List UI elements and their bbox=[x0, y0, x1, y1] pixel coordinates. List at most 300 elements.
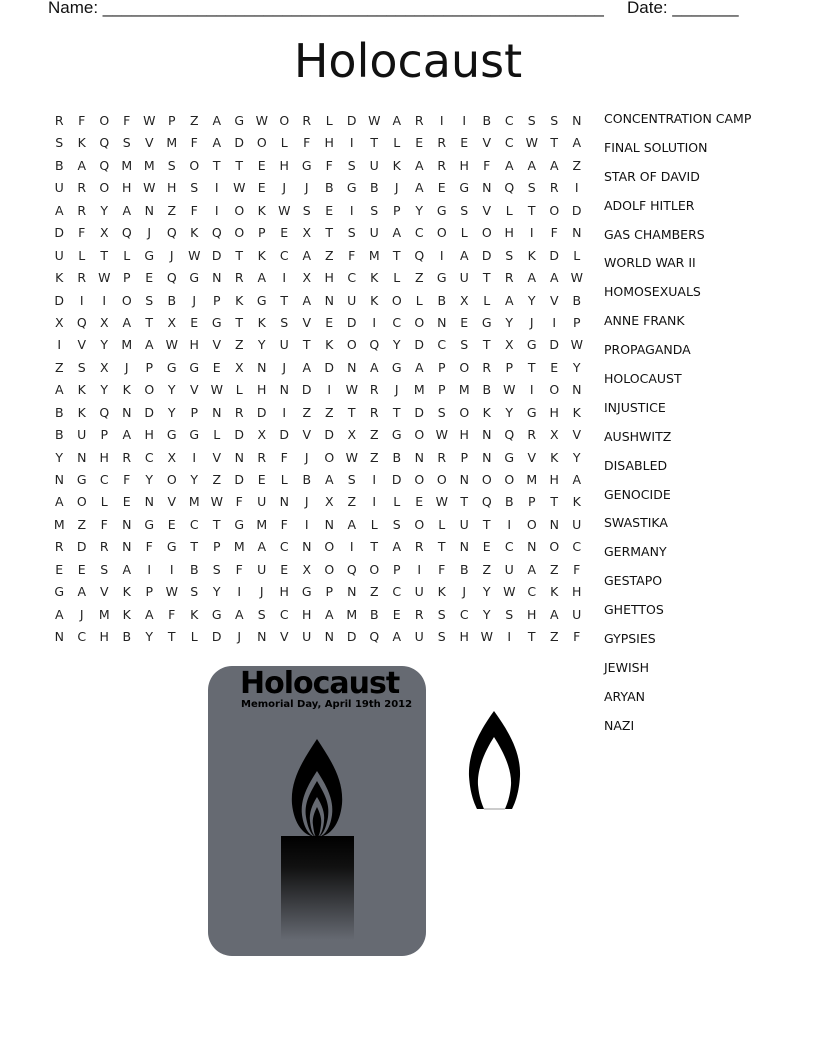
grid-letter: I bbox=[237, 584, 242, 600]
grid-letter: A bbox=[77, 157, 87, 173]
grid-letter: K bbox=[190, 606, 199, 622]
grid-letter: V bbox=[279, 629, 289, 645]
grid-letter: Y bbox=[190, 472, 199, 487]
grid-letter: Y bbox=[145, 629, 154, 645]
grid-letter: G bbox=[346, 180, 357, 196]
grid-letter: V bbox=[572, 427, 582, 443]
grid-letter: A bbox=[369, 359, 379, 375]
grid-row bbox=[48, 134, 588, 156]
grid-letter: E bbox=[550, 359, 559, 375]
grid-letter: F bbox=[483, 157, 491, 173]
grid-letter: W bbox=[480, 629, 493, 645]
grid-letter: M bbox=[368, 247, 380, 263]
grid-letter: R bbox=[437, 449, 447, 465]
grid-letter: T bbox=[482, 270, 491, 286]
grid-letter: Q bbox=[414, 247, 425, 263]
grid-letter: B bbox=[482, 113, 492, 128]
grid-letter: W bbox=[525, 135, 538, 151]
grid-letter: I bbox=[349, 202, 354, 218]
grid-letter: D bbox=[324, 359, 335, 375]
grid-letter: F bbox=[168, 606, 176, 622]
grid-letter: A bbox=[504, 157, 514, 173]
grid-letter: M bbox=[346, 606, 358, 622]
grid-letter: C bbox=[77, 629, 87, 645]
grid-letter: G bbox=[526, 337, 537, 353]
grid-letter: K bbox=[437, 584, 446, 600]
word-list-item: DISABLED bbox=[604, 457, 668, 473]
grid-letter: I bbox=[192, 449, 197, 465]
grid-letter: F bbox=[550, 225, 558, 241]
grid-letter: Z bbox=[369, 449, 379, 465]
grid-letter: N bbox=[437, 314, 447, 330]
grid-row bbox=[48, 561, 588, 583]
word-list-item: INJUSTICE bbox=[604, 399, 666, 415]
grid-letter: X bbox=[347, 427, 357, 443]
date-field-label: Date: _______ bbox=[627, 0, 739, 17]
grid-row bbox=[48, 292, 588, 314]
grid-letter: W bbox=[210, 382, 223, 398]
grid-letter: J bbox=[192, 292, 197, 308]
grid-letter: V bbox=[77, 337, 87, 353]
grid-letter: W bbox=[368, 113, 381, 128]
grid-letter: N bbox=[279, 382, 289, 398]
grid-letter: A bbox=[122, 202, 132, 218]
grid-letter: N bbox=[482, 180, 492, 196]
grid-letter: N bbox=[212, 270, 222, 286]
grid-letter: M bbox=[53, 516, 65, 532]
grid-letter: J bbox=[462, 584, 467, 600]
word-list-item: FINAL SOLUTION bbox=[604, 139, 708, 155]
grid-letter: H bbox=[279, 584, 289, 600]
grid-letter: D bbox=[234, 135, 245, 151]
grid-letter: K bbox=[77, 135, 86, 151]
grid-letter: Y bbox=[100, 337, 109, 353]
grid-letter: C bbox=[99, 472, 109, 487]
grid-letter: H bbox=[504, 225, 514, 241]
grid-letter: O bbox=[549, 382, 560, 398]
grid-letter: K bbox=[370, 292, 379, 308]
grid-letter: Q bbox=[211, 225, 222, 241]
grid-letter: I bbox=[372, 494, 377, 510]
grid-letter: D bbox=[414, 337, 425, 353]
grid-letter: G bbox=[436, 202, 447, 218]
grid-letter: F bbox=[280, 516, 288, 532]
grid-letter: T bbox=[527, 202, 536, 218]
grid-letter: O bbox=[414, 427, 425, 443]
grid-letter: J bbox=[282, 359, 287, 375]
grid-letter: R bbox=[437, 135, 447, 151]
grid-letter: G bbox=[166, 359, 177, 375]
grid-letter: A bbox=[392, 539, 402, 555]
word-list-item: AUSHWITZ bbox=[604, 428, 672, 444]
grid-letter: N bbox=[572, 382, 582, 398]
grid-letter: A bbox=[324, 472, 334, 487]
grid-letter: G bbox=[459, 180, 470, 196]
grid-letter: N bbox=[347, 359, 357, 375]
grid-letter: W bbox=[278, 202, 291, 218]
grid-row bbox=[48, 493, 588, 515]
grid-letter: V bbox=[302, 427, 312, 443]
grid-letter: G bbox=[211, 606, 222, 622]
grid-letter: A bbox=[122, 561, 132, 577]
grid-letter: J bbox=[259, 584, 264, 600]
grid-letter: U bbox=[504, 561, 514, 577]
grid-letter: I bbox=[327, 382, 332, 398]
grid-letter: S bbox=[550, 113, 559, 128]
grid-letter: A bbox=[549, 157, 559, 173]
grid-letter: B bbox=[54, 404, 64, 420]
grid-letter: T bbox=[302, 337, 311, 353]
word-list-item: GYPSIES bbox=[604, 631, 656, 647]
grid-letter: T bbox=[190, 539, 199, 555]
grid-letter: I bbox=[372, 472, 377, 487]
grid-letter: S bbox=[437, 606, 446, 622]
grid-letter: G bbox=[256, 292, 267, 308]
grid-letter: U bbox=[572, 516, 582, 532]
grid-letter: D bbox=[234, 427, 245, 443]
grid-letter: Z bbox=[369, 427, 379, 443]
word-list bbox=[604, 111, 751, 747]
grid-letter: U bbox=[459, 270, 469, 286]
grid-letter: A bbox=[54, 202, 64, 218]
grid-letter: J bbox=[394, 180, 399, 196]
grid-letter: O bbox=[324, 539, 335, 555]
grid-letter: F bbox=[573, 629, 581, 645]
grid-letter: V bbox=[302, 314, 312, 330]
grid-letter: N bbox=[324, 629, 334, 645]
grid-letter: Y bbox=[415, 202, 424, 218]
grid-letter: S bbox=[167, 157, 176, 173]
grid-letter: F bbox=[190, 135, 198, 151]
grid-letter: U bbox=[257, 494, 267, 510]
grid-letter: L bbox=[280, 472, 288, 487]
grid-letter: E bbox=[167, 516, 176, 532]
grid-letter: C bbox=[279, 539, 289, 555]
grid-letter: L bbox=[370, 516, 378, 532]
grid-letter: O bbox=[99, 180, 110, 196]
grid-letter: U bbox=[54, 180, 64, 196]
grid-letter: L bbox=[190, 629, 198, 645]
grid-letter: D bbox=[211, 629, 222, 645]
grid-letter: L bbox=[280, 135, 288, 151]
grid-letter: G bbox=[391, 359, 402, 375]
grid-letter: T bbox=[212, 516, 221, 532]
grid-letter: W bbox=[165, 337, 178, 353]
grid-letter: S bbox=[460, 337, 469, 353]
grid-letter: S bbox=[527, 113, 536, 128]
grid-letter: H bbox=[189, 337, 199, 353]
grid-letter: S bbox=[302, 202, 311, 218]
grid-letter: A bbox=[572, 135, 582, 151]
word-list-item: STAR OF DAVID bbox=[604, 168, 700, 184]
grid-letter: U bbox=[54, 247, 64, 263]
grid-letter: O bbox=[481, 225, 492, 241]
grid-letter: Y bbox=[167, 382, 176, 398]
grid-letter: X bbox=[302, 225, 312, 241]
grid-letter: N bbox=[572, 113, 582, 128]
grid-letter: X bbox=[302, 561, 312, 577]
grid-letter: P bbox=[257, 225, 266, 241]
grid-letter: V bbox=[99, 584, 109, 600]
grid-letter: A bbox=[572, 472, 582, 487]
grid-letter: K bbox=[572, 494, 581, 510]
grid-letter: I bbox=[102, 292, 107, 308]
grid-row bbox=[48, 269, 588, 291]
grid-row bbox=[48, 336, 588, 358]
grid-letter: H bbox=[572, 584, 582, 600]
grid-letter: G bbox=[54, 584, 65, 600]
grid-letter: C bbox=[572, 539, 582, 555]
grid-letter: O bbox=[99, 113, 110, 128]
grid-letter: G bbox=[301, 584, 312, 600]
grid-letter: Q bbox=[166, 225, 177, 241]
grid-letter: N bbox=[212, 404, 222, 420]
grid-letter: X bbox=[302, 270, 312, 286]
grid-letter: U bbox=[77, 427, 87, 443]
grid-letter: C bbox=[392, 314, 402, 330]
grid-letter: T bbox=[280, 292, 289, 308]
grid-letter: R bbox=[504, 270, 514, 286]
grid-letter: S bbox=[190, 584, 199, 600]
grid-letter: L bbox=[393, 135, 401, 151]
grid-letter: Y bbox=[505, 404, 514, 420]
grid-letter: U bbox=[572, 606, 582, 622]
grid-letter: I bbox=[417, 561, 422, 577]
grid-letter: M bbox=[526, 472, 538, 487]
grid-letter: K bbox=[190, 225, 199, 241]
grid-letter: Z bbox=[167, 202, 177, 218]
grid-letter: E bbox=[77, 561, 86, 577]
grid-letter: C bbox=[504, 113, 514, 128]
grid-letter: L bbox=[213, 427, 221, 443]
word-list-item: GENOCIDE bbox=[604, 486, 671, 502]
grid-letter: Y bbox=[167, 404, 176, 420]
grid-letter: S bbox=[347, 472, 356, 487]
word-list-item: NAZI bbox=[604, 717, 635, 733]
grid-letter: L bbox=[393, 494, 401, 510]
grid-letter: A bbox=[122, 427, 132, 443]
grid-letter: O bbox=[166, 472, 177, 487]
grid-letter: Z bbox=[189, 113, 199, 128]
grid-letter: W bbox=[143, 180, 156, 196]
grid-letter: S bbox=[100, 561, 109, 577]
grid-letter: H bbox=[459, 427, 469, 443]
grid-letter: G bbox=[144, 516, 155, 532]
grid-letter: T bbox=[437, 539, 446, 555]
grid-letter: S bbox=[505, 247, 514, 263]
grid-letter: W bbox=[143, 113, 156, 128]
grid-letter: O bbox=[414, 314, 425, 330]
candle-icon bbox=[281, 836, 354, 940]
grid-row bbox=[48, 449, 588, 471]
grid-letter: K bbox=[122, 584, 131, 600]
grid-letter: X bbox=[167, 314, 177, 330]
grid-letter: I bbox=[529, 382, 534, 398]
grid-letter: I bbox=[507, 516, 512, 532]
grid-letter: A bbox=[212, 135, 222, 151]
grid-letter: Z bbox=[234, 337, 244, 353]
grid-letter: D bbox=[414, 404, 425, 420]
grid-letter: D bbox=[391, 472, 402, 487]
grid-letter: S bbox=[505, 606, 514, 622]
grid-letter: H bbox=[459, 629, 469, 645]
grid-letter: P bbox=[527, 494, 536, 510]
grid-letter: B bbox=[504, 494, 514, 510]
grid-letter: W bbox=[570, 337, 583, 353]
grid-letter: I bbox=[214, 180, 219, 196]
grid-letter: M bbox=[98, 606, 110, 622]
grid-letter: G bbox=[234, 113, 245, 128]
grid-letter: Y bbox=[392, 337, 401, 353]
grid-letter: Y bbox=[212, 584, 221, 600]
grid-letter: W bbox=[233, 180, 246, 196]
grid-letter: S bbox=[190, 180, 199, 196]
grid-letter: Y bbox=[100, 202, 109, 218]
grid-letter: N bbox=[234, 449, 244, 465]
grid-letter: K bbox=[550, 584, 559, 600]
grid-letter: S bbox=[437, 629, 446, 645]
grid-letter: V bbox=[167, 494, 177, 510]
grid-letter: Z bbox=[212, 472, 222, 487]
grid-letter: Q bbox=[99, 157, 110, 173]
grid-letter: J bbox=[394, 382, 399, 398]
grid-letter: Z bbox=[324, 404, 334, 420]
grid-letter: L bbox=[235, 382, 243, 398]
grid-letter: H bbox=[527, 606, 537, 622]
grid-letter: N bbox=[549, 516, 559, 532]
grid-letter: D bbox=[76, 539, 87, 555]
grid-letter: Y bbox=[505, 314, 514, 330]
grid-letter: A bbox=[392, 113, 402, 128]
grid-letter: K bbox=[550, 449, 559, 465]
grid-letter: A bbox=[414, 157, 424, 173]
grid-letter: L bbox=[505, 202, 513, 218]
grid-letter: N bbox=[302, 539, 312, 555]
grid-letter: B bbox=[459, 561, 469, 577]
grid-letter: R bbox=[302, 113, 312, 128]
grid-letter: Q bbox=[504, 180, 515, 196]
grid-letter: T bbox=[167, 629, 176, 645]
grid-letter: J bbox=[304, 449, 309, 465]
grid-letter: P bbox=[460, 449, 469, 465]
grid-letter: W bbox=[345, 382, 358, 398]
grid-row bbox=[48, 359, 588, 381]
grid-letter: N bbox=[527, 539, 537, 555]
grid-letter: T bbox=[325, 225, 334, 241]
grid-letter: D bbox=[571, 202, 582, 218]
grid-letter: O bbox=[549, 202, 560, 218]
grid-letter: T bbox=[550, 135, 559, 151]
grid-letter: E bbox=[460, 135, 469, 151]
grid-letter: J bbox=[147, 225, 152, 241]
grid-letter: P bbox=[437, 382, 446, 398]
grid-letter: A bbox=[302, 359, 312, 375]
card-title: Holocaust bbox=[240, 666, 400, 701]
grid-letter: X bbox=[167, 449, 177, 465]
grid-letter: C bbox=[504, 135, 514, 151]
grid-letter: A bbox=[212, 113, 222, 128]
grid-letter: Z bbox=[572, 157, 582, 173]
grid-letter: N bbox=[144, 202, 154, 218]
grid-letter: I bbox=[349, 135, 354, 151]
grid-letter: A bbox=[347, 516, 357, 532]
grid-letter: V bbox=[212, 449, 222, 465]
grid-letter: Q bbox=[121, 225, 132, 241]
grid-letter: T bbox=[527, 629, 536, 645]
grid-letter: P bbox=[392, 202, 401, 218]
grid-letter: D bbox=[211, 247, 222, 263]
grid-letter: V bbox=[189, 382, 199, 398]
grid-letter: H bbox=[99, 449, 109, 465]
word-list-item: GESTAPO bbox=[604, 573, 663, 589]
grid-letter: B bbox=[392, 449, 402, 465]
grid-letter: B bbox=[437, 292, 447, 308]
grid-letter: S bbox=[145, 292, 154, 308]
grid-letter: B bbox=[189, 561, 199, 577]
grid-letter: K bbox=[257, 314, 266, 330]
grid-letter: O bbox=[144, 382, 155, 398]
grid-letter: Q bbox=[76, 314, 87, 330]
grid-letter: W bbox=[503, 382, 516, 398]
grid-letter: T bbox=[460, 494, 469, 510]
grid-letter: E bbox=[460, 314, 469, 330]
grid-letter: O bbox=[414, 472, 425, 487]
grid-letter: S bbox=[460, 202, 469, 218]
grid-letter: G bbox=[189, 359, 200, 375]
grid-letter: G bbox=[144, 247, 155, 263]
word-list-item: GAS CHAMBERS bbox=[604, 226, 705, 242]
grid-letter: D bbox=[234, 472, 245, 487]
grid-letter: A bbox=[414, 359, 424, 375]
grid-letter: R bbox=[527, 427, 537, 443]
grid-letter: U bbox=[369, 225, 379, 241]
grid-letter: N bbox=[482, 427, 492, 443]
grid-row bbox=[48, 112, 588, 134]
grid-letter: O bbox=[504, 472, 515, 487]
grid-letter: E bbox=[145, 270, 154, 286]
grid-letter: R bbox=[77, 180, 87, 196]
word-list-item: GERMANY bbox=[604, 544, 667, 560]
grid-letter: A bbox=[77, 584, 87, 600]
grid-letter: Y bbox=[482, 606, 491, 622]
flame-icon bbox=[467, 711, 522, 811]
grid-letter: A bbox=[122, 314, 132, 330]
grid-letter: D bbox=[54, 225, 65, 241]
grid-letter: O bbox=[481, 472, 492, 487]
word-list-item: GHETTOS bbox=[604, 602, 664, 618]
grid-letter: P bbox=[505, 359, 514, 375]
grid-letter: K bbox=[122, 606, 131, 622]
grid-letter: G bbox=[166, 539, 177, 555]
grid-letter: E bbox=[392, 606, 401, 622]
grid-letter: G bbox=[189, 270, 200, 286]
grid-letter: R bbox=[414, 539, 424, 555]
grid-letter: T bbox=[550, 494, 559, 510]
grid-letter: U bbox=[459, 516, 469, 532]
grid-letter: O bbox=[279, 113, 290, 128]
word-list-item: PROPAGANDA bbox=[604, 342, 691, 358]
grid-letter: L bbox=[123, 247, 131, 263]
grid-letter: O bbox=[76, 494, 87, 510]
grid-letter: U bbox=[279, 337, 289, 353]
grid-letter: Z bbox=[482, 561, 492, 577]
grid-letter: O bbox=[414, 516, 425, 532]
grid-letter: N bbox=[459, 472, 469, 487]
grid-letter: O bbox=[459, 359, 470, 375]
grid-letter: E bbox=[257, 180, 266, 196]
grid-letter: R bbox=[54, 539, 64, 555]
grid-letter: K bbox=[122, 382, 131, 398]
